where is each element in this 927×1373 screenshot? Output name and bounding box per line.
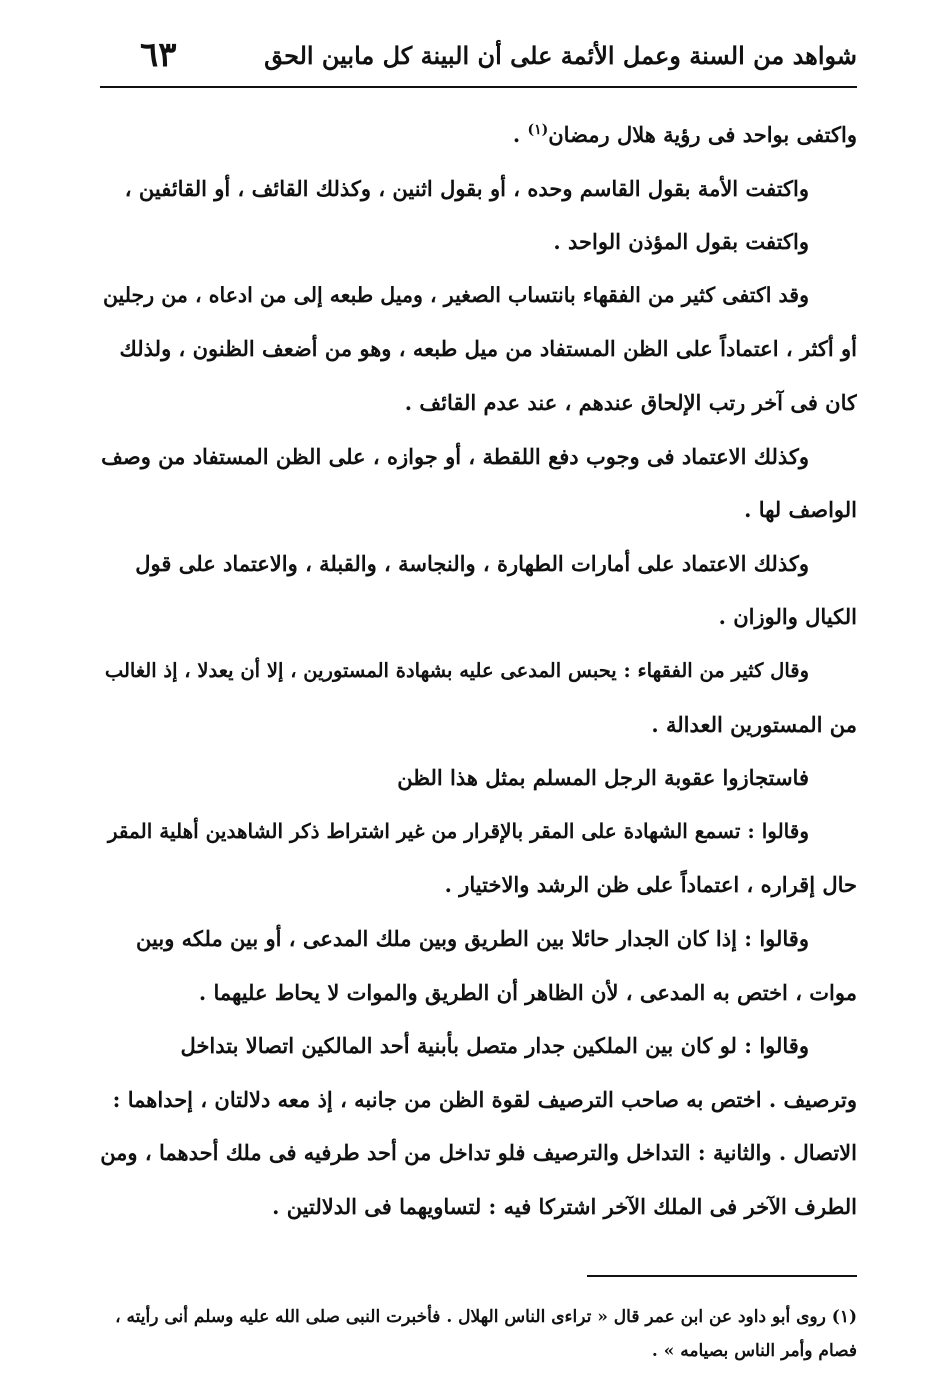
line-end: . xyxy=(512,122,528,147)
text-line: من المستورين العدالة . xyxy=(651,711,857,737)
running-title: شواهد من السنة وعمل الأئمة على أن البينة كل مابين الحق xyxy=(264,40,857,70)
running-head xyxy=(100,30,857,80)
text-line: وكذلك الاعتماد فى وجوب دفع اللقطة ، أو جوازه ، على الظن المستفاد من وصف xyxy=(101,443,809,469)
text-line: الكيال والوزان . xyxy=(718,604,857,630)
line-text: واكتفى بواحد فى رؤية هلال رمضان xyxy=(548,122,857,147)
footnote xyxy=(100,1300,857,1368)
footnote-line: (١) روى أبو داود عن ابن عمر قال « تراءى الناس الهلال . فأخبرت النبى صلى الله عليه وسلم أنى رأيته ، xyxy=(115,1307,857,1327)
footnote-rule xyxy=(587,1275,857,1277)
text-line: الاتصال . والثانية : التداخل والترصيف فلو تداخل من أحد طرفيه فى ملك أحدهما ، ومن xyxy=(100,1140,857,1166)
page-number: ٦٣ xyxy=(140,35,177,75)
text-line: الواصف لها . xyxy=(744,497,857,523)
footnote-line: فصام وأمر الناس بصيامه » . xyxy=(651,1341,857,1361)
text-line: وكذلك الاعتماد على أمارات الطهارة ، والنجاسة ، والقبلة ، والاعتماد على قول xyxy=(135,550,809,576)
text-line: أو أكثر ، اعتماداً على الظن المستفاد من ميل طبعه ، وهو من أضعف الظنون ، ولذلك xyxy=(119,336,857,362)
text-line: وقالوا : لو كان بين الملكين جدار متصل بأبنية أحد المالكين اتصالا بتداخل xyxy=(180,1033,809,1059)
text-line: وترصيف . اختص به صاحب الترصيف لقوة الظن من جانبه ، إذ معه دلالتان ، إحداهما : xyxy=(112,1086,857,1112)
text-line: وقالوا : إذا كان الجدار حائلا بين الطريق وبين ملك المدعى ، أو بين ملكه وبين xyxy=(136,925,809,951)
text-line: الطرف الآخر فى الملك الآخر اشتركا فيه : لتساويهما فى الدلالتين . xyxy=(272,1193,857,1219)
text-line: وقال كثير من الفقهاء : يحبس المدعى عليه بشهادة المستورين ، إلا أن يعدلا ، إذ الغالب xyxy=(104,658,809,682)
footnote-ref[interactable]: (١) xyxy=(527,122,549,138)
text-line: واكتفت الأمة بقول القاسم وحده ، أو بقول اثنين ، وكذلك القائف ، أو القائفين ، xyxy=(124,175,809,201)
text-line xyxy=(100,108,857,162)
main-text xyxy=(100,108,857,1233)
text-line: واكتفت بقول المؤذن الواحد . xyxy=(553,229,809,255)
text-line: كان فى آخر رتب الإلحاق عندهم ، عند عدم القائف . xyxy=(404,389,857,415)
text-line: حال إقراره ، اعتماداً على ظن الرشد والاختيار . xyxy=(444,872,857,898)
text-line: وقالوا : تسمع الشهادة على المقر بالإقرار من غير اشتراط ذكر الشاهدين أهلية المقر xyxy=(107,818,809,843)
text-line: وقد اكتفى كثير من الفقهاء بانتساب الصغير ، وميل طبعه إلى من ادعاه ، من رجلين xyxy=(102,282,809,307)
text-line: فاستجازوا عقوبة الرجل المسلم بمثل هذا الظن xyxy=(397,765,809,791)
text-line: موات ، اختص به المدعى ، لأن الظاهر أن الطريق والموات لا يحاط عليهما . xyxy=(198,979,857,1005)
header-rule xyxy=(100,86,857,88)
